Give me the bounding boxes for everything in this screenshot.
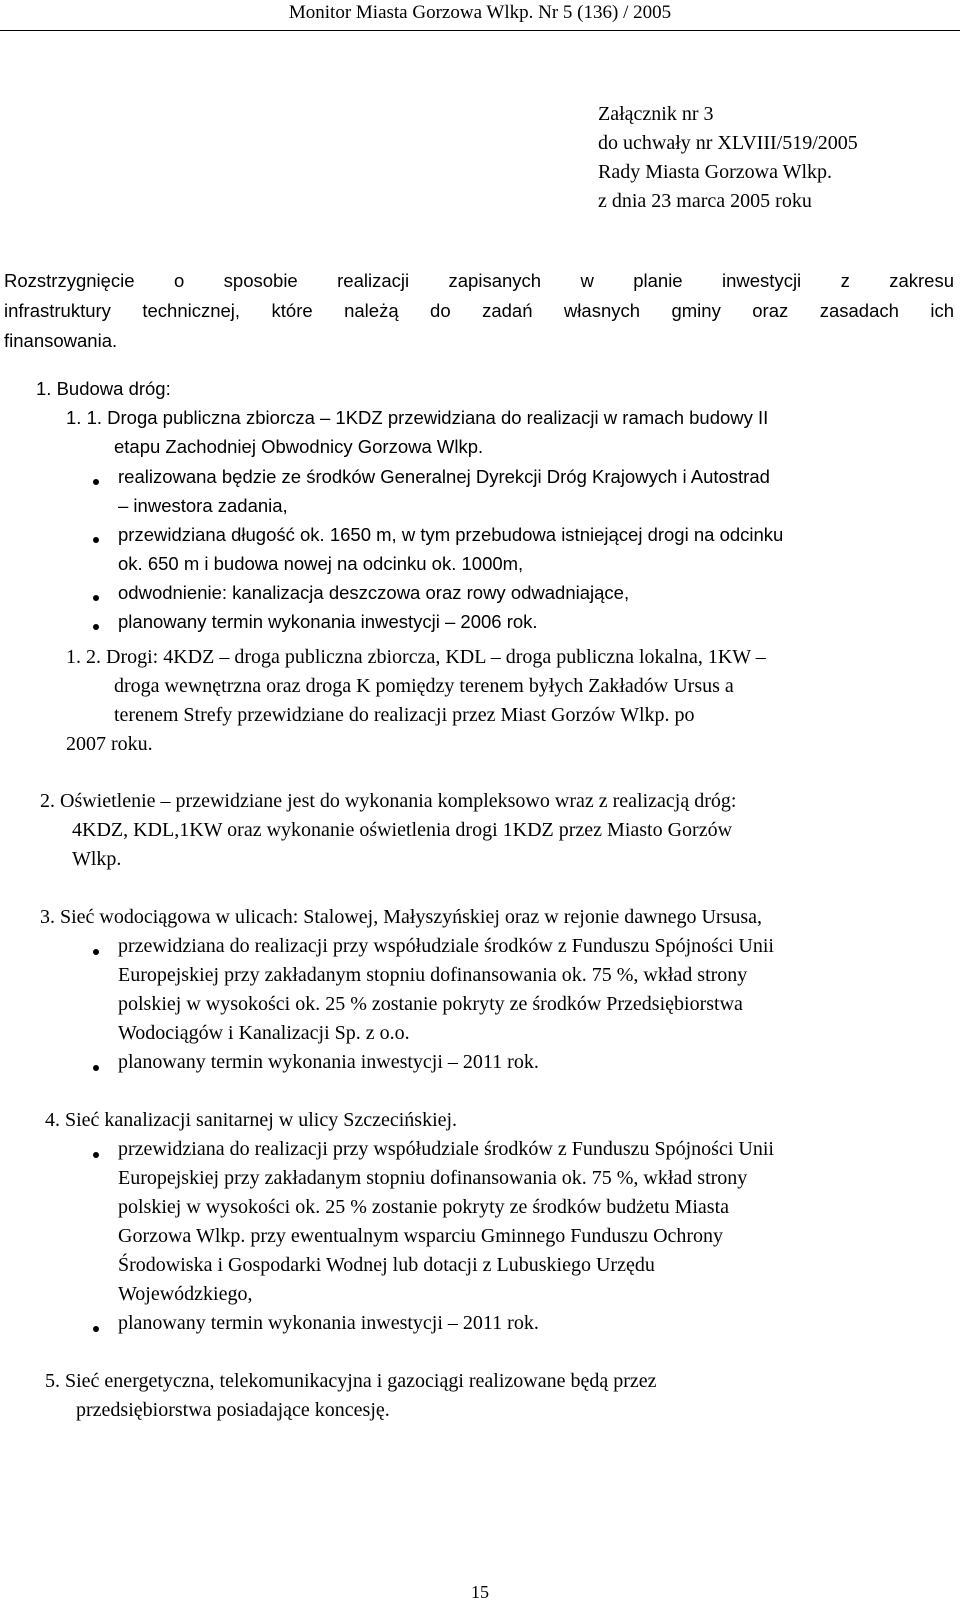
bullet-icon [93,479,99,485]
bullet-text: przewidziana długość ok. 1650 m, w tym przebudowa istniejącej drogi na odcinku [118,524,784,545]
intro-line: Rozstrzygnięcie o sposobie realizacji zapisanych w planie inwestycji z zakresu [4,270,954,291]
subsection-line: terenem Strefy przewidziane do realizacji przez Miast Gorzów Wlkp. po [114,704,695,726]
subsection-line: 2007 roku. [66,733,153,755]
intro-line: infrastruktury technicznej, które należą do zadań własnych gminy oraz zasadach ich [4,300,954,321]
bullet-icon [93,1152,99,1158]
bullet-text: Europejskiej przy zakładanym stopniu dofinansowania ok. 75 %, wkład strony [118,964,748,986]
bullet-text: odwodnienie: kanalizacja deszczowa oraz rowy odwadniające, [118,582,630,603]
intro-line: finansowania. [4,330,118,351]
intro-paragraph [4,266,954,356]
annex-block [598,100,858,216]
bullet-text: ok. 650 m i budowa nowej na odcinku ok. 1000m, [118,553,524,574]
section-line: przedsiębiorstwa posiadające koncesję. [76,1399,390,1421]
section-heading: 5. Sieć energetyczna, telekomunikacyjna i gazociągi realizowane będą przez [45,1370,657,1392]
subsection-line: etapu Zachodniej Obwodnicy Gorzowa Wlkp. [114,436,484,457]
bullet-icon [93,537,99,543]
annex-line: Rady Miasta Gorzowa Wlkp. [598,161,833,183]
section-heading: 2. Oświetlenie – przewidziane jest do wykonania kompleksowo wraz z realizacją dróg: [40,790,737,812]
annex-line: z dnia 23 marca 2005 roku [598,190,812,212]
section-heading: 4. Sieć kanalizacji sanitarnej w ulicy Szczecińskiej. [45,1109,458,1131]
running-header [0,0,960,31]
bullet-icon [93,624,99,630]
bullet-text: planowany termin wykonania inwestycji – 2011 rok. [118,1051,539,1073]
bullet-text: Wodociągów i Kanalizacji Sp. z o.o. [118,1022,410,1044]
bullet-text: planowany termin wykonania inwestycji – 2006 rok. [118,611,538,632]
bullet-text: realizowana będzie ze środków Generalnej Dyrekcji Dróg Krajowych i Autostrad [118,466,770,487]
subsection-line: 1. 1. Droga publiczna zbiorcza – 1KDZ przewidziana do realizacji w ramach budowy II [66,407,769,428]
bullet-text: – inwestora zadania, [118,495,288,516]
subsection-line: 1. 2. Drogi: 4KDZ – droga publiczna zbiorcza, KDL – droga publiczna lokalna, 1KW – [66,646,766,668]
bullet-icon [93,1065,99,1071]
bullet-text: polskiej w wysokości ok. 25 % zostanie pokryty ze środków budżetu Miasta [118,1196,730,1218]
bullet-icon [93,595,99,601]
bullet-text: polskiej w wysokości ok. 25 % zostanie pokryty ze środków Przedsiębiorstwa [118,993,743,1015]
bullet-text: przewidziana do realizacji przy współudziale środków z Funduszu Spójności Unii [118,1138,774,1160]
bullet-text: Wojewódzkiego, [118,1283,253,1305]
bullet-text: planowany termin wykonania inwestycji – 2011 rok. [118,1312,539,1334]
bullet-text: Środowiska i Gospodarki Wodnej lub dotacji z Lubuskiego Urzędu [118,1254,655,1276]
section-line: 4KDZ, KDL,1KW oraz wykonanie oświetlenia drogi 1KDZ przez Miasto Gorzów [72,819,733,841]
section-heading: 3. Sieć wodociągowa w ulicach: Stalowej, Małyszyńskiej oraz w rejonie dawnego Ursusa, [40,906,763,928]
section-line: Wlkp. [72,848,122,870]
annex-line: Załącznik nr 3 [598,103,714,125]
annex-line: do uchwały nr XLVIII/519/2005 [598,132,858,154]
section-heading: 1. Budowa dróg: [36,378,171,399]
page-number: 15 [471,1582,489,1602]
bullet-text: Europejskiej przy zakładanym stopniu dofinansowania ok. 75 %, wkład strony [118,1167,748,1189]
running-header-title: Monitor Miasta Gorzowa Wlkp. Nr 5 (136) / 2005 [288,2,672,23]
bullet-text: Gorzowa Wlkp. przy ewentualnym wsparciu Gminnego Funduszu Ochrony [118,1225,724,1247]
bullet-text: przewidziana do realizacji przy współudziale środków z Funduszu Spójności Unii [118,935,774,957]
subsection-line: droga wewnętrzna oraz droga K pomiędzy terenem byłych Zakładów Ursus a [114,675,734,697]
bullet-icon [93,1326,99,1332]
bullet-icon [93,949,99,955]
